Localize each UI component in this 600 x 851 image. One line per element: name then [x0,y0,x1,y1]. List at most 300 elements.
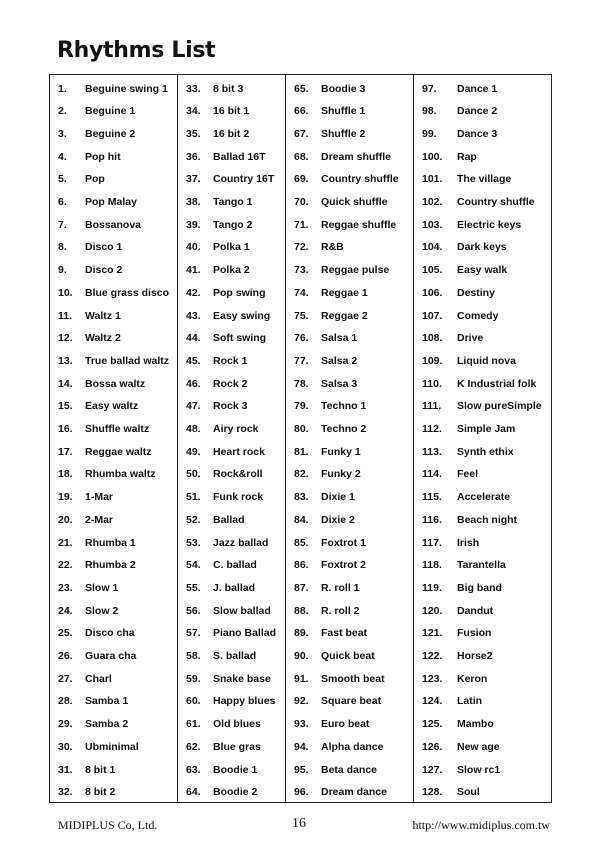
rhythm-number: 56. [186,604,201,617]
rhythm-number: 17. [58,445,73,458]
rhythm-row [50,327,177,350]
rhythm-name: Reggae waltz [85,445,152,458]
rhythm-name: C. ballad [213,559,257,572]
rhythm-row [50,781,177,804]
rhythm-row [50,373,177,396]
rhythm-name: Heart rock [213,445,265,458]
rhythm-row [414,668,553,691]
rhythm-row [414,690,553,713]
rhythm-name: Big band [457,581,502,594]
rhythm-row [414,713,553,736]
rhythm-row [414,554,553,577]
rhythm-number: 34. [186,105,201,118]
rhythm-row [286,123,413,146]
rhythm-row [50,146,177,169]
rhythm-number: 14. [58,377,73,390]
rhythm-name: Euro beat [321,718,370,731]
rhythm-name: Funky 2 [321,468,361,481]
rhythm-name: Jazz ballad [213,536,269,549]
rhythm-row [286,100,413,123]
rhythm-name: Rhumba 1 [85,536,136,549]
rhythm-row [286,713,413,736]
rhythm-name: Tarantella [457,559,506,572]
rhythm-number: 16. [58,423,73,435]
rhythm-row [50,486,177,509]
rhythm-number: 74. [294,286,309,299]
rhythm-number: 127. [422,763,443,776]
rhythm-row [178,600,285,623]
rhythm-number: 71. [294,218,309,231]
rhythm-name: Country shuffle [457,196,535,208]
rhythm-name: Dance 3 [457,127,498,140]
rhythm-number: 113. [422,445,442,458]
rhythm-name: Dance 2 [457,105,498,118]
rhythm-row [286,554,413,577]
rhythm-row [50,78,177,101]
rhythm-row [50,690,177,713]
rhythm-number: 43. [186,309,201,322]
rhythm-row [414,282,553,305]
rhythm-row [414,191,553,214]
rhythm-name: Salsa 1 [321,332,358,345]
rhythm-name: Boodie 3 [321,82,366,95]
rhythm-row [50,532,177,555]
rhythm-number: 114. [422,468,442,481]
rhythm-row [178,645,285,668]
rhythm-row [178,532,285,555]
rhythm-name: Shuffle 2 [321,127,366,140]
rhythm-row [50,713,177,736]
rhythm-name: Easy swing [213,309,271,322]
rhythm-row [414,236,553,259]
rhythm-row [286,305,413,328]
rhythm-number: 30. [58,740,73,753]
rhythm-name: Airy rock [213,423,259,435]
rhythm-number: 5. [58,173,67,186]
rhythm-number: 101. [422,173,443,186]
rhythm-name: Pop [85,173,105,186]
rhythm-name: Reggae 2 [321,309,368,322]
rhythm-row [414,373,553,396]
rhythm-number: 91. [294,672,309,685]
rhythm-name: Disco cha [85,627,135,640]
rhythm-row [286,259,413,282]
rhythm-name: 8 bit 3 [213,82,244,95]
rhythm-number: 115. [422,491,442,504]
rhythm-row [286,214,413,237]
rhythm-name: Ballad [213,513,245,526]
rhythm-name: Beguine swing 1 [85,82,168,95]
rhythm-row [286,781,413,804]
rhythm-name: New age [457,740,500,753]
rhythm-row [414,509,553,532]
rhythm-name: S. ballad [213,650,257,662]
rhythm-number: 63. [186,763,201,776]
rhythm-name: Beta dance [321,763,378,776]
rhythm-name: Foxtrot 2 [321,559,366,572]
rhythm-number: 7. [58,218,67,231]
rhythm-row [50,395,177,418]
rhythm-row [178,146,285,169]
rhythm-name: Rock 2 [213,377,248,390]
rhythm-row [50,100,177,123]
rhythm-number: 100. [422,150,443,163]
rhythm-name: Quick shuffle [321,196,388,208]
rhythm-row [414,486,553,509]
rhythm-row [414,123,553,146]
rhythm-name: Foxtrot 1 [321,536,366,549]
rhythm-number: 60. [186,695,201,708]
rhythm-name: The village [457,173,512,186]
rhythm-number: 36. [186,150,201,163]
rhythm-name: Snake base [213,672,271,685]
rhythm-number: 128. [422,786,443,799]
rhythm-number: 15. [58,400,73,413]
rhythm-row [178,282,285,305]
rhythm-row [286,373,413,396]
rhythm-number: 126. [422,740,443,753]
rhythm-name: Disco 2 [85,264,123,277]
rhythm-name: Beguine 2 [85,127,136,140]
rhythm-name: Country 16T [213,173,275,186]
rhythm-number: 78. [294,377,309,390]
rhythm-number: 6. [58,196,67,208]
rhythm-row [286,441,413,464]
rhythm-number: 105. [422,264,443,277]
rhythm-number: 2. [58,105,67,118]
rhythm-name: Polka 1 [213,241,250,254]
rhythm-number: 38. [186,196,201,208]
rhythm-name: Pop Malay [85,196,137,208]
rhythm-number: 8. [58,241,67,254]
rhythm-row [414,395,553,418]
rhythm-name: Salsa 3 [321,377,358,390]
rhythm-number: 28. [58,695,73,708]
rhythm-name: Comedy [457,309,499,322]
rhythm-name: True ballad waltz [85,354,170,367]
rhythm-number: 61. [186,718,201,731]
footer-url: http://www.midiplus.com.tw [412,818,550,832]
rhythm-number: 120. [422,604,443,617]
rhythm-name: Tango 2 [213,218,253,231]
rhythm-name: Rock 1 [213,354,248,367]
rhythm-row [178,554,285,577]
rhythm-name: Drive [457,332,484,345]
rhythm-row [286,395,413,418]
rhythm-name: Polka 2 [213,264,250,277]
rhythm-number: 107. [422,309,443,322]
rhythm-name: J. ballad [213,581,256,594]
rhythm-name: Bossanova [85,218,142,231]
rhythm-row [286,690,413,713]
rhythm-row [414,418,553,441]
rhythm-name: Reggae shuffle [321,218,397,231]
rhythm-row [178,441,285,464]
rhythm-number: 40. [186,241,201,254]
rhythm-name: 16 bit 2 [213,127,250,140]
rhythm-row [414,168,553,191]
rhythm-number: 45. [186,354,201,367]
rhythm-number: 95. [294,763,309,776]
rhythm-row [50,668,177,691]
rhythm-number: 52. [186,513,201,526]
rhythm-number: 96. [294,786,309,799]
rhythm-name: Dixie 1 [321,491,355,504]
rhythm-name: Country shuffle [321,173,399,186]
rhythm-number: 58. [186,650,201,662]
rhythm-name: Feel [457,468,479,481]
rhythm-row [178,509,285,532]
rhythm-number: 125. [422,718,443,731]
rhythm-row [286,532,413,555]
rhythm-number: 82. [294,468,309,481]
rhythm-row [414,441,553,464]
rhythm-number: 72. [294,241,309,254]
rhythm-row [414,600,553,623]
rhythm-name: R&B [321,241,344,254]
rhythm-number: 92. [294,695,309,708]
rhythm-number: 77. [294,354,309,367]
rhythm-number: 124. [422,695,443,708]
rhythm-number: 24. [58,604,73,617]
rhythm-number: 93. [294,718,309,731]
rhythm-number: 94. [294,740,309,753]
rhythm-number: 111. [422,400,442,413]
rhythm-number: 75. [294,309,309,322]
rhythm-number: 65. [294,82,309,95]
rhythm-number: 12. [58,332,73,345]
rhythm-name: 8 bit 1 [85,763,116,776]
rhythm-row [50,350,177,373]
rhythm-number: 106. [422,286,443,299]
rhythm-number: 10. [58,286,73,299]
rhythm-number: 62. [186,740,201,753]
rhythm-row [286,600,413,623]
rhythm-name: Charl [85,672,112,685]
rhythm-row [178,781,285,804]
rhythm-name: Salsa 2 [321,354,358,367]
rhythm-name: Soul [457,786,480,799]
rhythm-name: Boodie 2 [213,786,258,799]
rhythm-name: Liquid nova [457,354,516,367]
rhythm-row [178,236,285,259]
footer-page-number: 16 [292,816,306,831]
rhythm-row [414,214,553,237]
rhythm-name: Disco 1 [85,241,123,254]
rhythm-name: Reggae 1 [321,286,368,299]
rhythm-row [178,168,285,191]
rhythm-name: Techno 2 [321,423,367,435]
rhythm-row [50,305,177,328]
rhythm-number: 68. [294,150,309,163]
rhythm-row [286,463,413,486]
rhythm-name: Dandut [457,604,494,617]
rhythm-name: 1-Mar [85,491,114,504]
rhythm-column [414,75,553,802]
rhythm-number: 64. [186,786,201,799]
rhythm-number: 80. [294,423,309,435]
rhythm-name: 8 bit 2 [85,786,116,799]
rhythm-row [50,259,177,282]
rhythm-number: 109. [422,354,443,367]
rhythm-name: Fusion [457,627,492,640]
rhythm-row [50,736,177,759]
rhythm-number: 87. [294,581,309,594]
rhythm-row [50,236,177,259]
rhythm-number: 13. [58,354,73,367]
rhythm-number: 112. [422,423,442,435]
rhythm-row [286,759,413,782]
rhythm-number: 90. [294,650,309,662]
rhythm-column [50,75,178,802]
rhythm-row [178,123,285,146]
rhythms-table [49,74,552,803]
rhythm-name: Mambo [457,718,494,731]
rhythm-name: Rhumba 2 [85,559,136,572]
rhythm-row [286,418,413,441]
rhythm-number: 4. [58,150,67,163]
rhythm-number: 89. [294,627,309,640]
rhythm-row [286,78,413,101]
rhythm-row [414,577,553,600]
rhythm-name: Reggae pulse [321,264,390,277]
rhythm-number: 44. [186,332,201,345]
rhythm-row [414,305,553,328]
rhythm-number: 49. [186,445,201,458]
rhythm-row [414,463,553,486]
rhythm-row [286,668,413,691]
rhythm-number: 104. [422,241,443,254]
rhythm-row [286,168,413,191]
rhythm-row [50,622,177,645]
rhythm-number: 3. [58,127,67,140]
rhythm-number: 48. [186,423,201,435]
rhythm-number: 122. [422,650,443,662]
rhythm-number: 117. [422,536,442,549]
rhythm-name: Shuffle 1 [321,105,366,118]
rhythm-number: 99. [422,127,437,140]
rhythm-number: 11. [58,309,73,322]
rhythm-row [178,486,285,509]
rhythm-name: Guara cha [85,650,137,662]
rhythm-name: Horse2 [457,650,493,662]
rhythm-row [414,622,553,645]
rhythm-name: Rock 3 [213,400,248,413]
rhythm-name: Soft swing [213,332,267,345]
rhythm-name: Accelerate [457,491,511,504]
rhythm-name: Tango 1 [213,196,253,208]
rhythm-row [178,463,285,486]
rhythm-column [178,75,286,802]
rhythm-number: 29. [58,718,73,731]
rhythm-row [178,577,285,600]
rhythm-number: 20. [58,513,73,526]
rhythm-name: Dream dance [321,786,387,799]
rhythm-number: 41. [186,264,201,277]
rhythm-name: Dance 1 [457,82,498,95]
rhythm-number: 18. [58,468,73,481]
rhythm-row [178,395,285,418]
rhythm-name: Ballad 16T [213,150,266,163]
rhythm-name: Waltz 2 [85,332,121,345]
rhythm-number: 86. [294,559,309,572]
rhythm-name: Old blues [213,718,261,731]
rhythm-number: 46. [186,377,201,390]
rhythm-row [414,350,553,373]
rhythm-name: Waltz 1 [85,309,121,322]
rhythm-name: Funky 1 [321,445,361,458]
rhythm-number: 50. [186,468,201,481]
rhythm-row [414,146,553,169]
rhythm-name: Irish [457,536,480,549]
rhythm-name: 16 bit 1 [213,105,250,118]
rhythm-name: Rock&roll [213,468,263,481]
rhythm-name: Keron [457,672,488,685]
rhythm-row [286,236,413,259]
rhythm-row [178,78,285,101]
rhythm-row [286,327,413,350]
rhythm-name: Rhumba waltz [85,468,156,481]
rhythm-row [414,781,553,804]
rhythm-number: 110. [422,377,442,390]
rhythm-row [178,191,285,214]
rhythm-column [286,75,414,802]
rhythm-row [414,100,553,123]
rhythm-row [414,759,553,782]
rhythm-row [50,191,177,214]
rhythm-number: 119. [422,581,442,594]
rhythm-name: Destiny [457,286,495,299]
rhythm-name: Blue gras [213,740,261,753]
rhythm-name: Easy walk [457,264,508,277]
rhythm-number: 70. [294,196,309,208]
rhythm-number: 47. [186,400,201,413]
rhythm-name: Pop swing [213,286,266,299]
rhythm-name: Beach night [457,513,518,526]
rhythm-name: Techno 1 [321,400,367,413]
rhythm-number: 42. [186,286,201,299]
rhythm-number: 121. [422,627,443,640]
rhythm-name: Slow pureSimple [457,400,542,413]
rhythm-name: Slow 2 [85,604,119,617]
rhythm-row [50,554,177,577]
rhythm-name: Boodie 1 [213,763,258,776]
rhythm-name: Blue grass disco [85,286,170,299]
rhythm-name: Happy blues [213,695,276,708]
rhythm-number: 21. [58,536,73,549]
rhythm-row [178,736,285,759]
rhythm-row [50,441,177,464]
rhythm-row [50,418,177,441]
rhythm-row [178,622,285,645]
rhythm-number: 22. [58,559,73,572]
rhythm-number: 35. [186,127,201,140]
rhythm-row [178,373,285,396]
rhythm-number: 123. [422,672,443,685]
rhythm-row [286,509,413,532]
rhythm-row [50,463,177,486]
rhythm-name: Dixie 2 [321,513,355,526]
rhythm-name: Quick beat [321,650,375,662]
rhythm-name: Square beat [321,695,382,708]
rhythm-row [286,350,413,373]
rhythm-row [286,191,413,214]
rhythm-row [286,577,413,600]
rhythm-number: 108. [422,332,443,345]
rhythm-name: R. roll 2 [321,604,360,617]
rhythm-number: 9. [58,264,67,277]
rhythm-row [414,259,553,282]
